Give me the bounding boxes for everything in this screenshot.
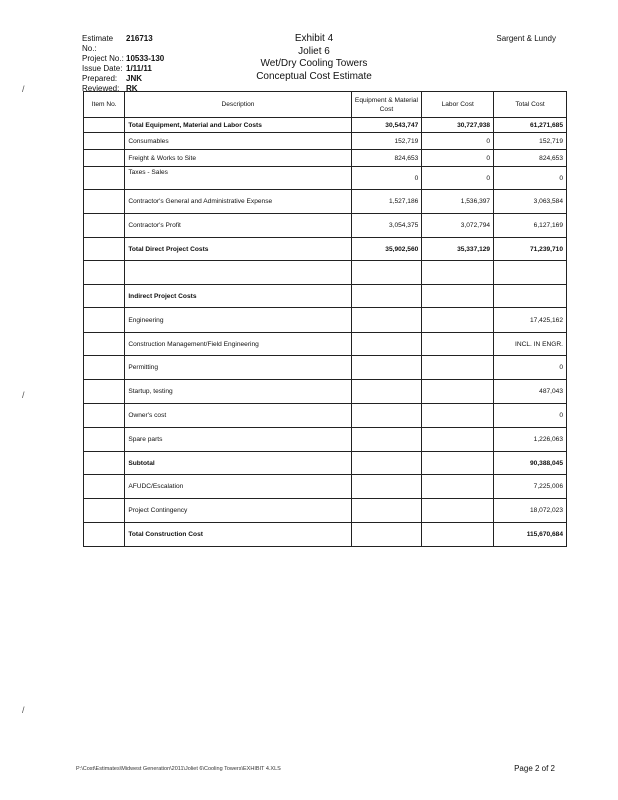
item-cell [84, 380, 125, 404]
company-name: Sargent & Lundy [496, 34, 556, 43]
table-row [84, 475, 567, 499]
equipment-cell [351, 285, 422, 308]
description-cell: Owner's cost [125, 404, 351, 428]
meta-value: 216713 [126, 34, 153, 43]
equipment-cell: 3,054,375 [351, 214, 422, 238]
total-cell: 61,271,685 [494, 118, 567, 133]
meta-key: Reviewed: [82, 84, 120, 93]
item-cell [84, 150, 125, 167]
page-number: Page 2 of 2 [514, 764, 555, 773]
total-cell: 1,226,063 [494, 428, 567, 452]
labor-cell [422, 333, 494, 356]
equipment-cell [351, 499, 422, 523]
margin-mark: / [22, 84, 25, 94]
meta-key: Prepared: [82, 74, 118, 83]
col-header-labor: Labor Cost [422, 92, 494, 118]
total-cell: 17,425,162 [494, 308, 567, 333]
meta-row [82, 54, 164, 64]
table-row [84, 404, 567, 428]
meta-row [82, 64, 164, 74]
col-header-total: Total Cost [494, 92, 567, 118]
description-cell: Indirect Project Costs [125, 285, 351, 308]
table-header-row [84, 92, 567, 118]
description-cell: Construction Management/Field Engineering [125, 333, 351, 356]
item-cell [84, 475, 125, 499]
table-row [84, 523, 567, 547]
equipment-cell: 152,719 [351, 133, 422, 150]
equipment-cell [351, 475, 422, 499]
item-cell [84, 499, 125, 523]
labor-cell: 3,072,794 [422, 214, 494, 238]
table-row [84, 499, 567, 523]
equipment-cell [351, 333, 422, 356]
description-cell: Total Direct Project Costs [125, 238, 351, 261]
description-cell: Contractor's Profit [125, 214, 351, 238]
equipment-cell [351, 428, 422, 452]
total-cell: 0 [494, 356, 567, 380]
item-cell [84, 452, 125, 475]
total-cell: 7,225,006 [494, 475, 567, 499]
labor-cell: 0 [422, 133, 494, 150]
labor-cell [422, 308, 494, 333]
table-row [84, 452, 567, 475]
item-cell [84, 333, 125, 356]
description-cell: Taxes - Sales [125, 167, 351, 190]
equipment-cell [351, 308, 422, 333]
description-cell: Permitting [125, 356, 351, 380]
total-cell: 0 [494, 404, 567, 428]
margin-mark: / [22, 705, 25, 715]
table-row [84, 333, 567, 356]
total-cell: 487,043 [494, 380, 567, 404]
item-cell [84, 428, 125, 452]
item-cell [84, 356, 125, 380]
description-cell: Contractor's General and Administrative Expense [125, 190, 351, 214]
description-cell: Total Equipment, Material and Labor Costs [125, 118, 351, 133]
description-cell: Freight & Works to Site [125, 150, 351, 167]
labor-cell [422, 285, 494, 308]
total-cell: 824,653 [494, 150, 567, 167]
item-cell [84, 261, 125, 285]
labor-cell [422, 475, 494, 499]
table-row [84, 261, 567, 285]
labor-cell: 0 [422, 167, 494, 190]
equipment-cell [351, 523, 422, 547]
table-row [84, 167, 567, 190]
table-row [84, 285, 567, 308]
table-row [84, 190, 567, 214]
meta-key: Project No.: [82, 54, 124, 63]
labor-cell [422, 523, 494, 547]
meta-value: RK [126, 84, 138, 93]
meta-key: Estimate No.: [82, 34, 114, 53]
labor-cell [422, 404, 494, 428]
item-cell [84, 238, 125, 261]
table-row [84, 308, 567, 333]
item-cell [84, 167, 125, 190]
total-cell: 6,127,169 [494, 214, 567, 238]
title-block [240, 33, 388, 83]
table-row [84, 214, 567, 238]
labor-cell: 30,727,938 [422, 118, 494, 133]
total-cell: 3,063,584 [494, 190, 567, 214]
description-cell: Subtotal [125, 452, 351, 475]
table-row [84, 133, 567, 150]
item-cell [84, 190, 125, 214]
col-header-description: Description [125, 92, 351, 118]
equipment-cell [351, 380, 422, 404]
table-row [84, 238, 567, 261]
total-cell: 152,719 [494, 133, 567, 150]
total-cell [494, 261, 567, 285]
item-cell [84, 214, 125, 238]
description-cell: Consumables [125, 133, 351, 150]
equipment-cell [351, 356, 422, 380]
labor-cell [422, 428, 494, 452]
estimate-meta [82, 34, 164, 94]
description-cell: AFUDC/Escalation [125, 475, 351, 499]
labor-cell [422, 356, 494, 380]
item-cell [84, 308, 125, 333]
table-row [84, 380, 567, 404]
total-cell: 0 [494, 167, 567, 190]
project-name: Wet/Dry Cooling Towers [260, 58, 368, 69]
meta-row [82, 34, 164, 54]
item-cell [84, 404, 125, 428]
labor-cell [422, 380, 494, 404]
file-path: P:\Cost\Estimates\Midwest Generation\2011\Joliet 6\Cooling Towers\EXHIBIT 4.XLS [76, 766, 281, 772]
equipment-cell: 0 [351, 167, 422, 190]
equipment-cell [351, 261, 422, 285]
col-header-item: Item No. [84, 92, 125, 118]
description-cell: Startup, testing [125, 380, 351, 404]
labor-cell: 35,337,129 [422, 238, 494, 261]
description-cell: Spare parts [125, 428, 351, 452]
meta-value: 10533-130 [126, 54, 165, 63]
labor-cell: 1,536,397 [422, 190, 494, 214]
item-cell [84, 523, 125, 547]
equipment-cell: 30,543,747 [351, 118, 422, 133]
labor-cell [422, 261, 494, 285]
total-cell: 71,239,710 [494, 238, 567, 261]
total-cell: 115,670,684 [494, 523, 567, 547]
document-title: Conceptual Cost Estimate [256, 70, 372, 82]
site-name: Joliet 6 [298, 45, 330, 57]
meta-row [82, 74, 164, 84]
table-row [84, 118, 567, 133]
meta-value: JNK [126, 74, 143, 83]
total-cell: 90,388,045 [494, 452, 567, 475]
table-row [84, 428, 567, 452]
col-header-equipment: Equipment & Material Cost [351, 92, 422, 118]
description-cell: Total Construction Cost [125, 523, 351, 547]
item-cell [84, 133, 125, 150]
exhibit-label: Exhibit 4 [294, 33, 334, 44]
item-cell [84, 118, 125, 133]
equipment-cell: 35,902,560 [351, 238, 422, 261]
meta-value: 1/11/11 [126, 64, 152, 73]
equipment-cell: 824,653 [351, 150, 422, 167]
labor-cell: 0 [422, 150, 494, 167]
table-row [84, 356, 567, 380]
description-cell: Engineering [125, 308, 351, 333]
equipment-cell [351, 404, 422, 428]
total-cell: 18,072,023 [494, 499, 567, 523]
labor-cell [422, 499, 494, 523]
cost-estimate-table [83, 91, 567, 547]
margin-mark: / [22, 390, 25, 400]
total-cell [494, 285, 567, 308]
equipment-cell [351, 452, 422, 475]
description-cell: Project Contingency [125, 499, 351, 523]
meta-key: Issue Date: [82, 64, 123, 73]
description-cell [125, 261, 351, 285]
table-row [84, 150, 567, 167]
equipment-cell: 1,527,186 [351, 190, 422, 214]
item-cell [84, 285, 125, 308]
total-cell: INCL. IN ENGR. [494, 333, 567, 356]
labor-cell [422, 452, 494, 475]
